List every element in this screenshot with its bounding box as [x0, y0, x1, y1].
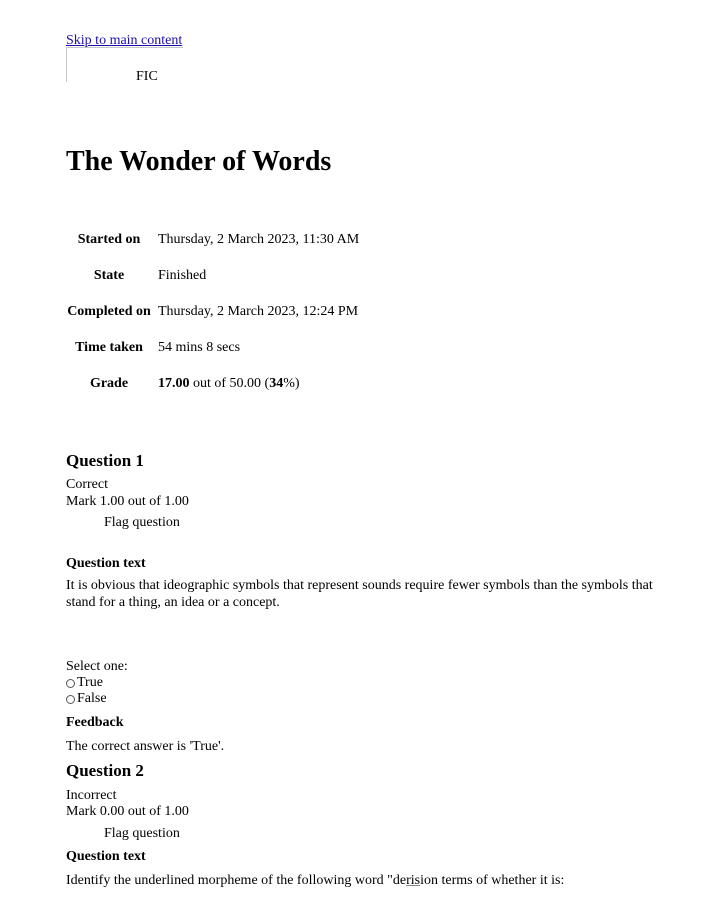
state-value: Finished: [158, 268, 207, 283]
page-title: The Wonder of Words: [66, 146, 332, 177]
option-label: False: [77, 691, 107, 706]
time-taken-label: Time taken: [75, 340, 143, 355]
state-label: State: [93, 268, 125, 283]
option-label: True: [77, 675, 103, 690]
grade-label: Grade: [89, 376, 129, 391]
grade-value: [158, 366, 359, 402]
question-2-flag-button[interactable]: Flag question: [104, 826, 180, 841]
question-1-state: Correct: [66, 477, 108, 492]
summary-row-grade: [66, 366, 359, 402]
summary-row-state: [66, 258, 359, 294]
completed-on-value: Thursday, 2 March 2023, 12:24 PM: [158, 304, 359, 319]
question-1-feedback-heading: Feedback: [66, 715, 124, 730]
grade-score: 17.00: [158, 376, 190, 391]
question-1-heading: Question 1: [66, 451, 144, 470]
summary-row-completed-on: [66, 294, 359, 330]
radio-icon[interactable]: [66, 679, 75, 688]
question-1-feedback: The correct answer is 'True'.: [66, 739, 225, 754]
grade-percent-suffix: %): [283, 376, 300, 391]
summary-row-time-taken: [66, 330, 359, 366]
grade-percent: 34: [269, 376, 284, 391]
question-1-mark: Mark 1.00 out of 1.00: [66, 494, 189, 509]
site-logo-text: FIC: [136, 69, 158, 84]
question-2-heading: Question 2: [66, 761, 144, 780]
question-1-option-false[interactable]: [66, 691, 107, 707]
radio-icon[interactable]: [66, 695, 75, 704]
question-1-option-true[interactable]: [66, 675, 103, 691]
underlined-morpheme: ris: [406, 873, 421, 888]
question-2-mark: Mark 0.00 out of 1.00: [66, 804, 189, 819]
question-2-text-start: Identify the underlined morpheme of the following word "de: [66, 873, 407, 888]
question-1-text-heading: Question text: [66, 556, 146, 571]
time-taken-value: 54 mins 8 secs: [158, 340, 241, 355]
started-on-value: Thursday, 2 March 2023, 11:30 AM: [158, 232, 360, 247]
question-1-select-one: Select one:: [66, 659, 128, 674]
skip-to-main-link[interactable]: Skip to main content: [66, 33, 183, 48]
summary-row-started-on: [66, 222, 359, 258]
question-2-text-heading: Question text: [66, 849, 146, 864]
question-1-flag-button[interactable]: Flag question: [104, 515, 180, 530]
site-logo[interactable]: [66, 47, 183, 82]
question-2-state: Incorrect: [66, 788, 117, 803]
started-on-label: Started on: [77, 232, 141, 247]
completed-on-label: Completed on: [67, 304, 151, 319]
question-2-text: [66, 872, 564, 889]
question-1-text: It is obvious that ideographic symbols that represent sounds require fewer symbols than the symbols that stand for a thing, an idea or a concept.: [66, 578, 653, 610]
question-2-text-end: ion terms of whether it is:: [420, 873, 565, 888]
attempt-summary-table: [66, 222, 359, 402]
grade-out-of: out of 50.00 (: [189, 376, 270, 391]
